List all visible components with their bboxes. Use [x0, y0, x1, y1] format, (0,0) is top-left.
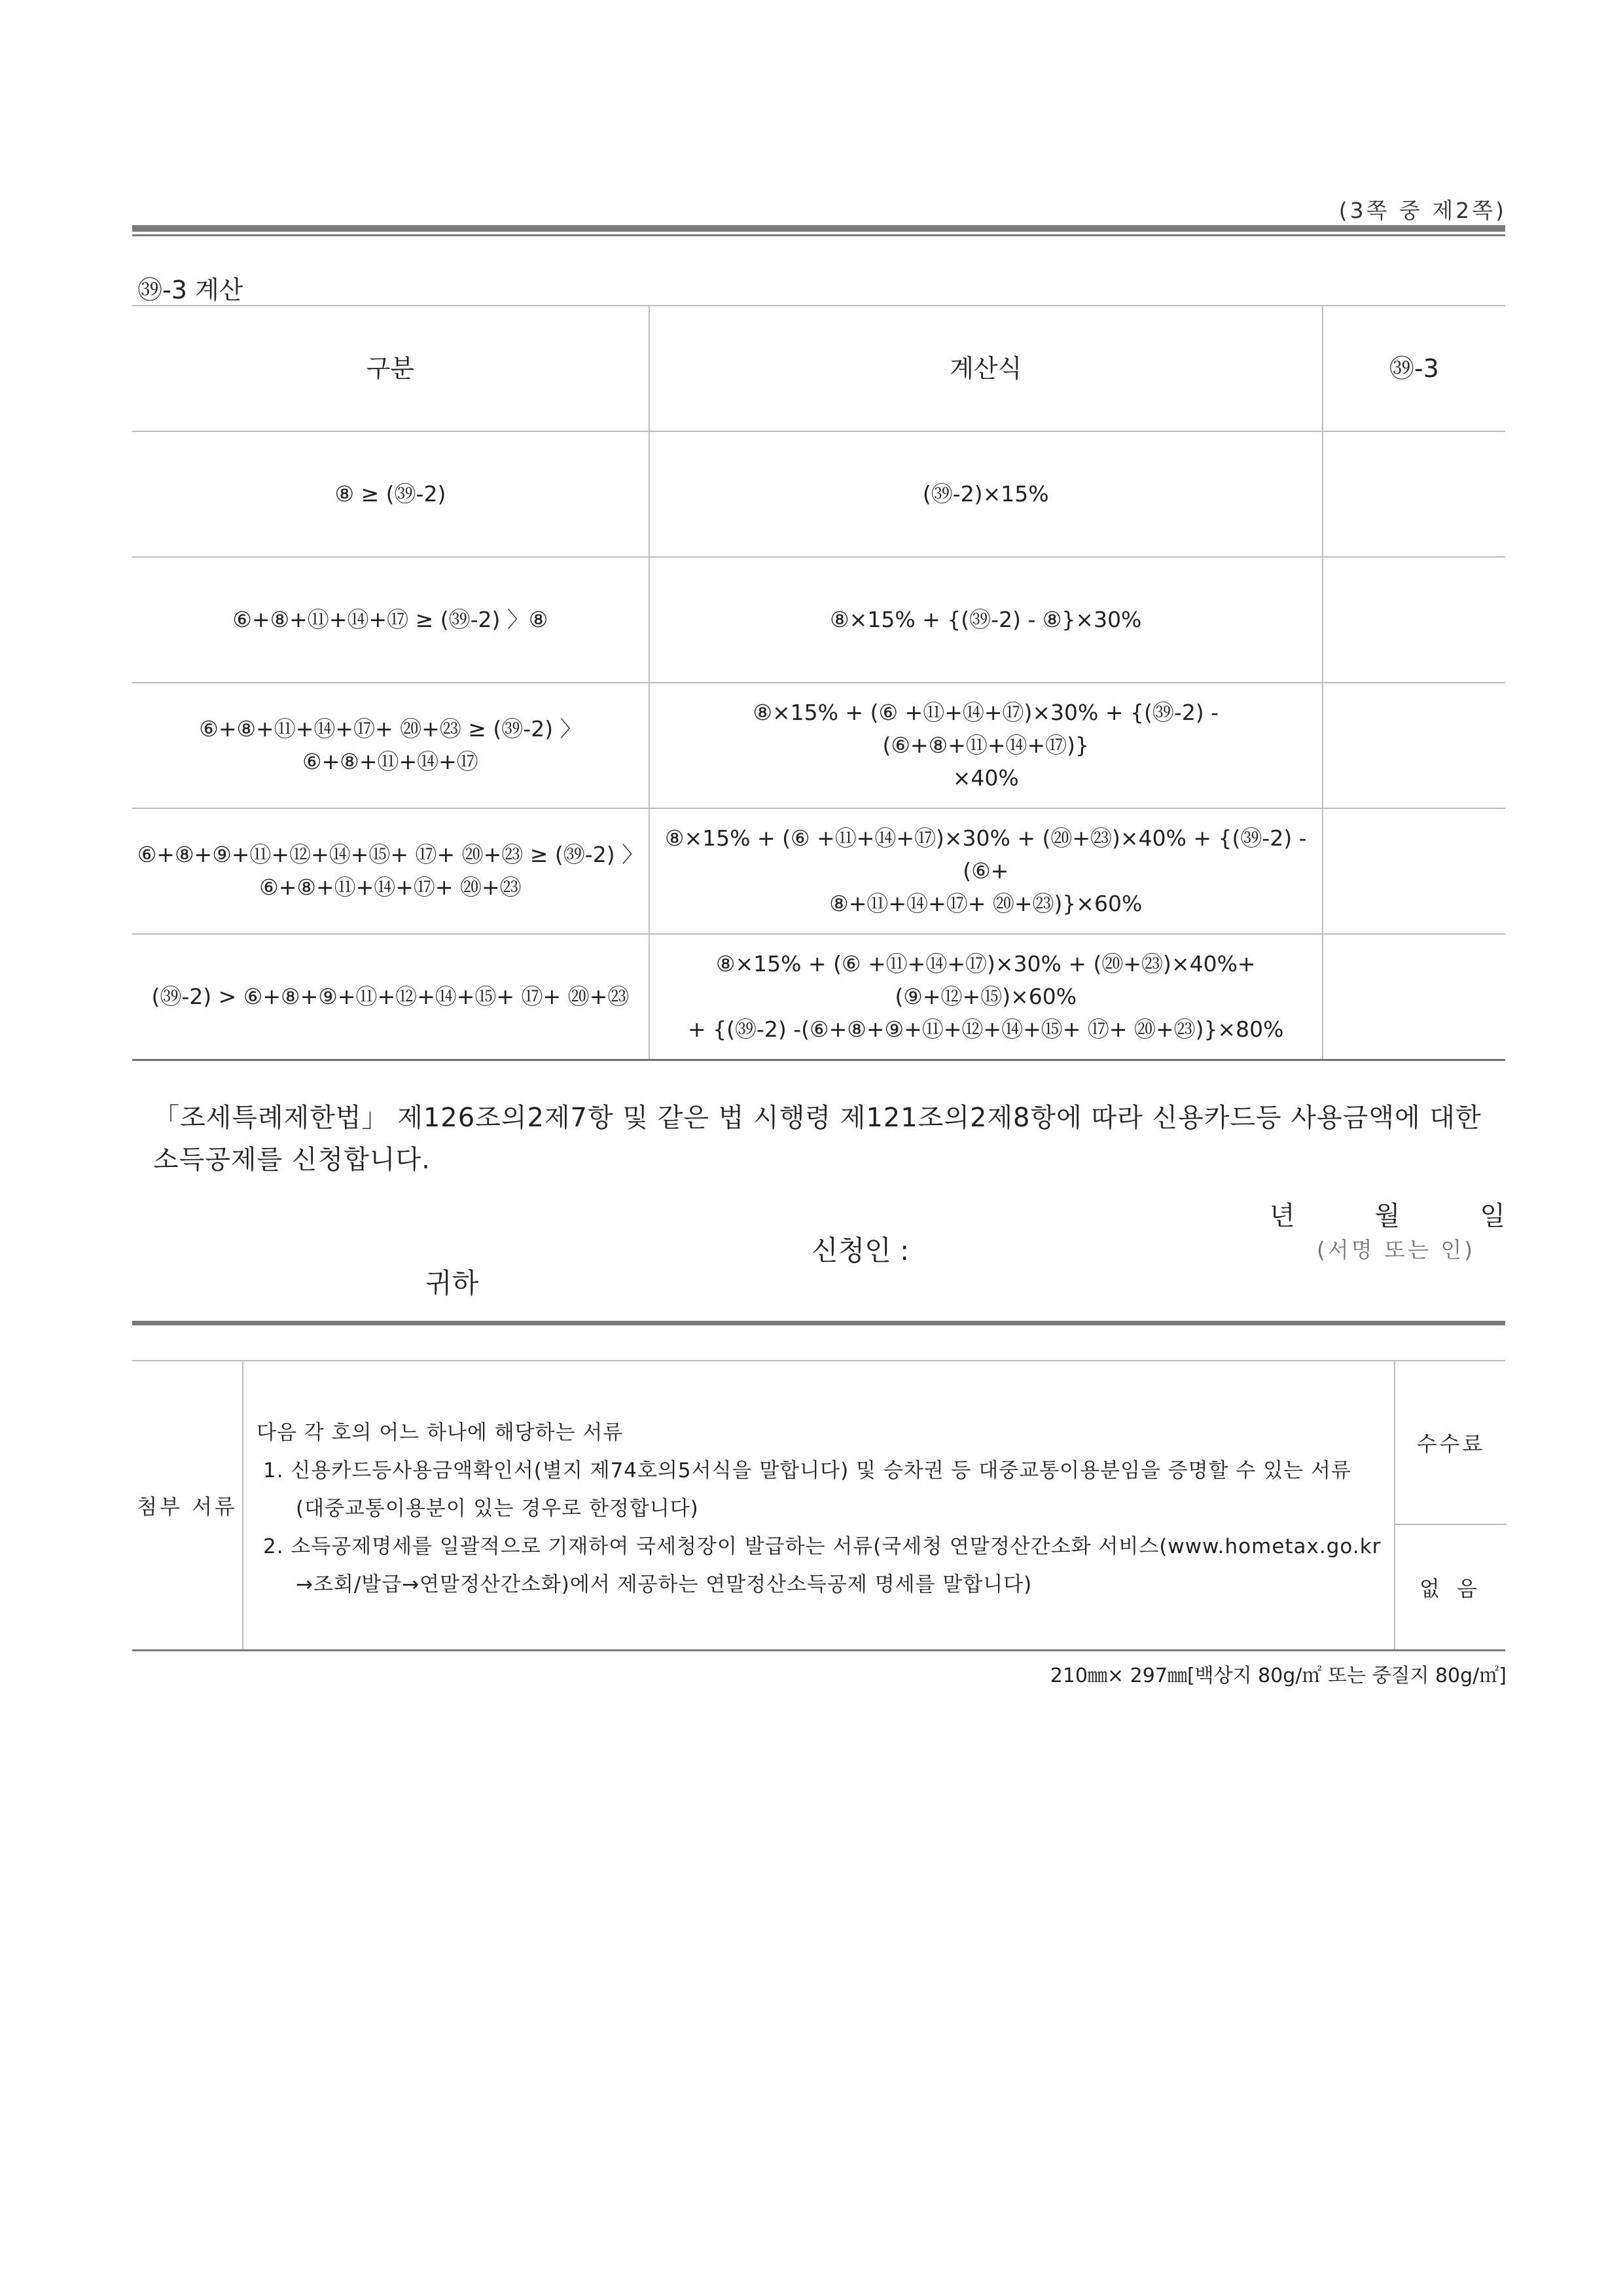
date-day-label: 일 [1480, 1201, 1505, 1231]
list-item: 2. 소득공제명세를 일괄적으로 기재하여 국세청장이 발급하는 서류(국세청 연말정산간소화 서비스(www.hometax.go.kr [263, 1535, 1382, 1558]
divider-rule [132, 1321, 1505, 1325]
attachments-label: 첨부 서류 [132, 1361, 243, 1649]
table-header-row [132, 306, 1505, 431]
table-row [132, 683, 1505, 808]
result-cell [1323, 557, 1505, 683]
date-month-label: 월 [1374, 1201, 1400, 1231]
attachments-list [257, 1414, 1513, 1604]
list-item: →조회/발급→연말정산간소화)에서 제공하는 연말정산소득공제 명세를 말합니다) [296, 1573, 1033, 1596]
formula-cell: ⑧×15% + (⑥ +⑪+⑭+⑰)×30% + (⑳+㉓)×40%+ (⑨+⑫+⑮)×60% + {(㊴-2) -(⑥+⑧+⑨+⑪+⑫+⑭+⑮+ ⑰+ ⑳+㉓)}×80% [649, 934, 1323, 1060]
top-rule-thick [132, 225, 1505, 232]
result-cell [1323, 934, 1505, 1060]
recipient-label: 귀하 [425, 1267, 479, 1299]
header-formula: 계산식 [649, 306, 1323, 431]
paper-spec: 210㎜× 297㎜[백상지 80g/㎡ 또는 중질지 80g/㎡] [1050, 1664, 1507, 1687]
condition-cell: ⑥+⑧+⑪+⑭+⑰+ ⑳+㉓ ≥ (㊴-2) 〉 ⑥+⑧+⑪+⑭+⑰ [132, 683, 649, 808]
formula-cell: ⑧×15% + (⑥ +⑪+⑭+⑰)×30% + {(㊴-2) - (⑥+⑧+⑪+⑭+⑰)} ×40% [649, 683, 1323, 808]
list-item: (대중교통이용분이 있는 경우로 한정합니다) [296, 1497, 699, 1520]
formula-cell: (㊴-2)×15% [649, 431, 1323, 557]
condition-cell: (㊴-2) > ⑥+⑧+⑨+⑪+⑫+⑭+⑮+ ⑰+ ⑳+㉓ [132, 934, 649, 1060]
result-cell [1323, 808, 1505, 934]
table-row [132, 808, 1505, 934]
list-item: 1. 신용카드등사용금액확인서(별지 제74호의5서식을 말합니다) 및 승차권 등 대중교통이용분임을 증명할 수 있는 서류 [263, 1459, 1351, 1482]
attachments-intro: 다음 각 호의 어느 하나에 해당하는 서류 [257, 1421, 624, 1444]
result-cell [1323, 431, 1505, 557]
condition-cell: ⑧ ≥ (㊴-2) [132, 431, 649, 557]
condition-cell: ⑥+⑧+⑨+⑪+⑫+⑭+⑮+ ⑰+ ⑳+㉓ ≥ (㊴-2) 〉 ⑥+⑧+⑪+⑭+⑰+ ⑳+㉓ [132, 808, 649, 934]
fee-label: 수수료 [1395, 1361, 1507, 1525]
header-category: 구분 [132, 306, 649, 431]
header-result: ㊴-3 [1323, 306, 1505, 431]
condition-cell: ⑥+⑧+⑪+⑭+⑰ ≥ (㊴-2) 〉⑧ [132, 557, 649, 683]
formula-cell: ⑧×15% + {(㊴-2) - ⑧}×30% [649, 557, 1323, 683]
applicant-label: 신청인 : [812, 1234, 910, 1266]
top-rule-thin [132, 234, 1505, 236]
table-row [132, 934, 1505, 1060]
fee-column [1394, 1361, 1507, 1649]
date-row [1270, 1195, 1505, 1232]
attachments-section [132, 1360, 1505, 1651]
section-title: ㊴-3 계산 [137, 276, 243, 304]
fee-value: 없 음 [1419, 1576, 1482, 1601]
formula-cell: ⑧×15% + (⑥ +⑪+⑭+⑰)×30% + (⑳+㉓)×40% + {(㊴-2) -(⑥+ ⑧+⑪+⑭+⑰+ ⑳+㉓)}×60% [649, 808, 1323, 934]
table-row [132, 557, 1505, 683]
signature-note: (서명 또는 인) [1317, 1237, 1476, 1263]
calculation-table [132, 305, 1505, 1061]
result-cell [1323, 683, 1505, 808]
table-row [132, 431, 1505, 557]
page-number: (3쪽 중 제2쪽) [1338, 198, 1507, 223]
date-year-label: 년 [1270, 1201, 1295, 1231]
application-statement: 「조세특례제한법」 제126조의2제7항 및 같은 법 시행령 제121조의2제8항에 따라 신용카드등 사용금액에 대한 소득공제를 신청합니다. [153, 1103, 1482, 1175]
